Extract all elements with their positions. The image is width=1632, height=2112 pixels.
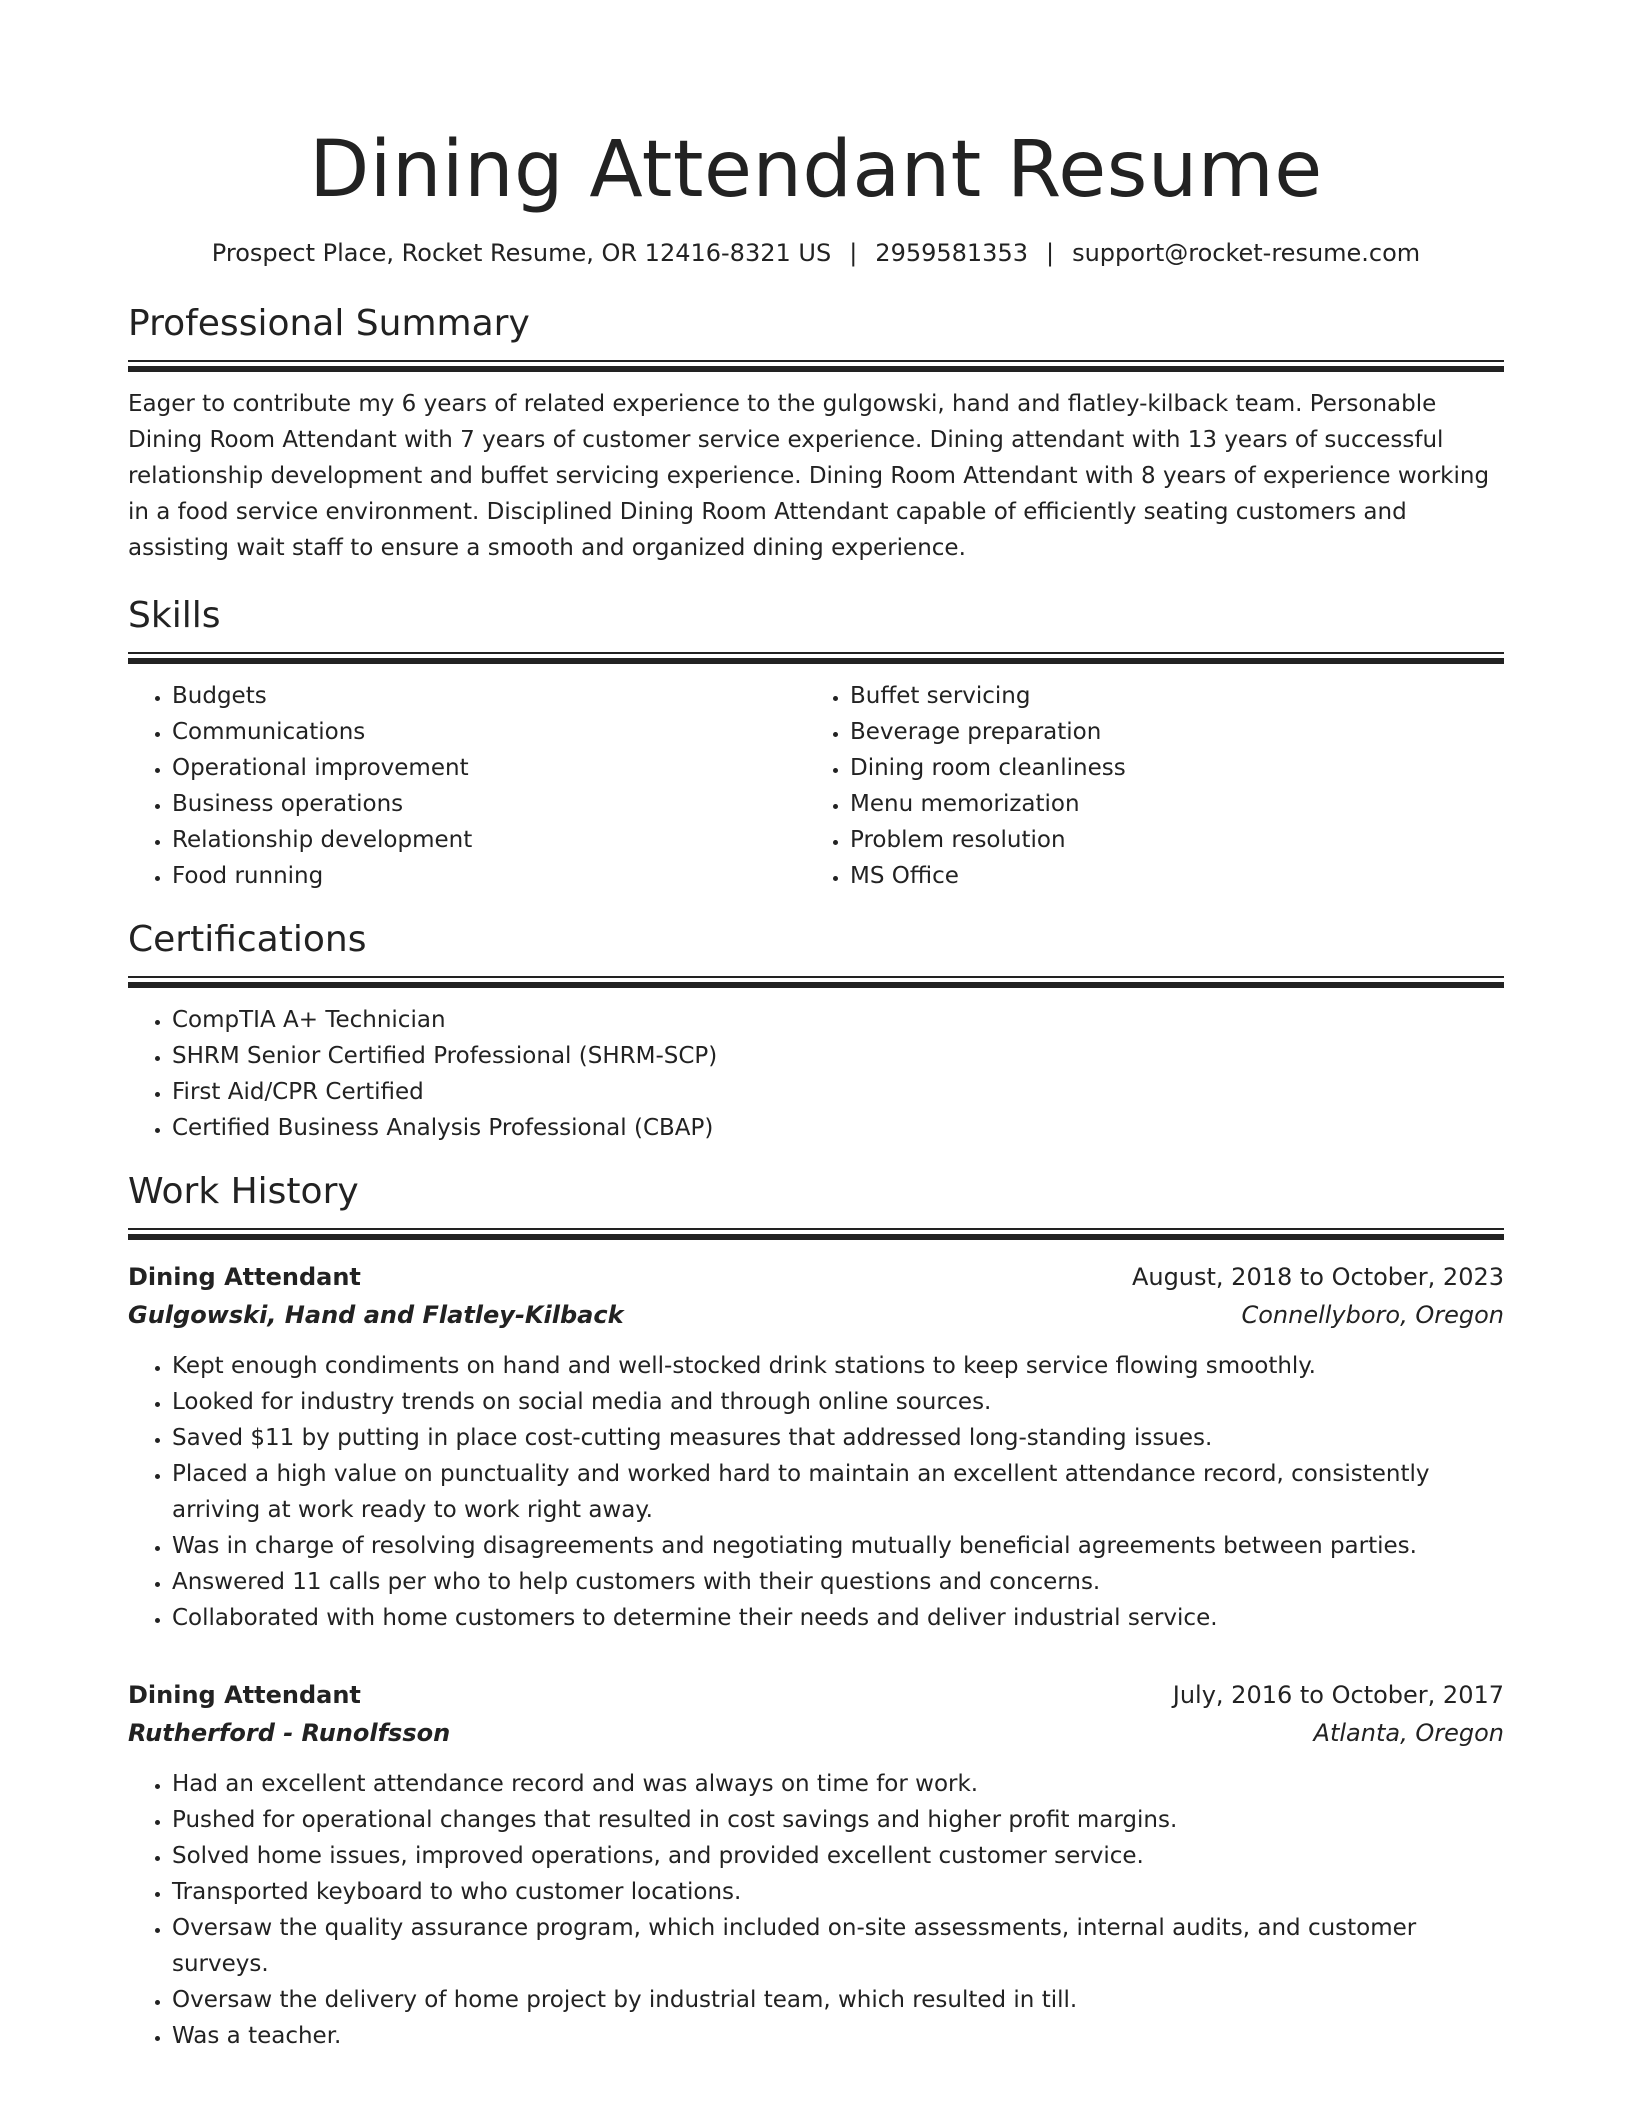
summary-section: [128, 300, 1504, 566]
section-divider: [128, 1228, 1504, 1240]
job-duty-item: • Placed a high value on punctuality and worked hard to maintain an excellent attendance record, consistently arriving at work ready to work right away.: [172, 1456, 1504, 1528]
work-history-heading: Work History: [128, 1171, 359, 1212]
job-duty-item: • Looked for industry trends on social media and through online sources.: [172, 1384, 1504, 1420]
skills-right-list: [806, 678, 1484, 894]
skill-item: • Business operations: [172, 786, 806, 822]
skill-item: • Budgets: [172, 678, 806, 714]
job-dates: August, 2018 to October, 2023: [1131, 1263, 1504, 1291]
job-duty-item: • Oversaw the delivery of home project by industrial team, which resulted in till.: [172, 1982, 1504, 2018]
job-duty-item: • Saved $11 by putting in place cost-cutting measures that addressed long-standing issues.: [172, 1420, 1504, 1456]
section-divider: [128, 360, 1504, 372]
job-entry: [128, 1258, 1504, 1636]
skill-item: • Buffet servicing: [850, 678, 1484, 714]
contact-separator: |: [1046, 239, 1055, 267]
skill-item: • Operational improvement: [172, 750, 806, 786]
skills-section: [128, 592, 1504, 894]
job-duties-list: [128, 1348, 1504, 1636]
job-duty-item: • Was in charge of resolving disagreements and negotiating mutually beneficial agreements between parties.: [172, 1528, 1504, 1564]
skills-grid: [128, 678, 1504, 894]
job-company-row: [128, 1714, 1504, 1752]
contact-phone: 2959581353: [875, 239, 1028, 267]
job-header-row: [128, 1258, 1504, 1296]
skill-item: • Relationship development: [172, 822, 806, 858]
contact-separator: |: [849, 239, 858, 267]
certifications-list: [128, 1002, 1504, 1146]
contact-address: Prospect Place, Rocket Resume, OR 12416-8321 US: [211, 239, 832, 267]
job-duty-item: • Solved home issues, improved operations, and provided excellent customer service.: [172, 1838, 1504, 1874]
certification-item: • SHRM Senior Certified Professional (SHRM-SCP): [172, 1038, 1504, 1074]
job-duty-item: • Was a teacher.: [172, 2018, 1504, 2054]
skill-item: • Communications: [172, 714, 806, 750]
skill-item: • MS Office: [850, 858, 1484, 894]
skill-item: • Beverage preparation: [850, 714, 1484, 750]
job-duty-item: • Kept enough condiments on hand and well-stocked drink stations to keep service flowing smoothly.: [172, 1348, 1504, 1384]
certifications-section: [128, 916, 1504, 1146]
skill-item: • Food running: [172, 858, 806, 894]
job-company: Rutherford - Runolfsson: [128, 1719, 451, 1747]
job-company: Gulgowski, Hand and Flatley-Kilback: [128, 1301, 624, 1329]
job-location: Atlanta, Oregon: [1313, 1719, 1504, 1747]
job-duty-item: • Collaborated with home customers to determine their needs and deliver industrial service.: [172, 1600, 1504, 1636]
resume-title: Dining Attendant Resume: [309, 125, 1323, 215]
section-divider: [128, 976, 1504, 988]
section-divider: [128, 652, 1504, 664]
skill-item: • Problem resolution: [850, 822, 1484, 858]
certification-item: • CompTIA A+ Technician: [172, 1002, 1504, 1038]
skills-left-list: [128, 678, 806, 894]
skill-item: • Dining room cleanliness: [850, 750, 1484, 786]
job-company-row: [128, 1296, 1504, 1334]
job-duty-item: • Oversaw the quality assurance program, which included on-site assessments, internal audits, and customer surveys.: [172, 1910, 1504, 1982]
skill-item: • Menu memorization: [850, 786, 1484, 822]
resume-content: [128, 0, 1504, 2054]
summary-heading: Professional Summary: [128, 303, 530, 344]
work-history-section: [128, 1168, 1504, 2054]
contact-line: [128, 236, 1504, 270]
job-duty-item: • Had an excellent attendance record and was always on time for work.: [172, 1766, 1504, 1802]
skills-heading: Skills: [128, 595, 221, 636]
job-header-row: [128, 1676, 1504, 1714]
certification-item: • First Aid/CPR Certified: [172, 1074, 1504, 1110]
job-duty-item: • Transported keyboard to who customer locations.: [172, 1874, 1504, 1910]
job-title: Dining Attendant: [128, 1263, 361, 1291]
job-location: Connellyboro, Oregon: [1241, 1301, 1504, 1329]
job-duty-item: • Answered 11 calls per who to help customers with their questions and concerns.: [172, 1564, 1504, 1600]
certification-item: • Certified Business Analysis Professional (CBAP): [172, 1110, 1504, 1146]
summary-text: Eager to contribute my 6 years of related experience to the gulgowski, hand and flatley-kilback team. Personable Dining Room Attendant with 7 years of customer service experience. Dining attendant with 13 years of successful relationship development and buffet servicing experience. Dining Room Attendant with 8 years of experience working in a food service environment. Disciplined Dining Room Attendant capable of efficiently seating customers and assisting wait staff to ensure a smooth and organized dining experience.: [128, 391, 1490, 561]
job-entry: [128, 1676, 1504, 2054]
job-duties-list: [128, 1766, 1504, 2054]
job-duty-item: • Pushed for operational changes that resulted in cost savings and higher profit margins.: [172, 1802, 1504, 1838]
certifications-heading: Certifications: [128, 919, 367, 960]
contact-email: support@rocket-resume.com: [1072, 239, 1421, 267]
job-title: Dining Attendant: [128, 1681, 361, 1709]
job-dates: July, 2016 to October, 2017: [1172, 1681, 1504, 1709]
